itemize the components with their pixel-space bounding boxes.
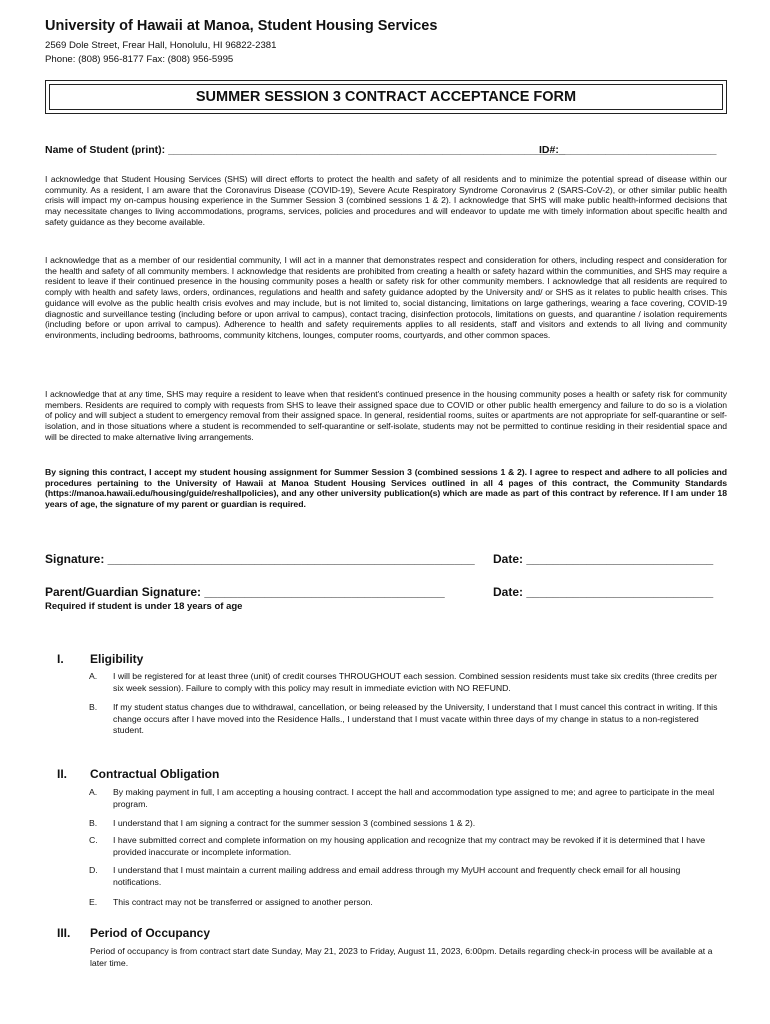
item-letter: A. bbox=[89, 787, 98, 797]
phone-fax: Phone: (808) 956-8177 Fax: (808) 956-5995 bbox=[45, 54, 234, 65]
item-letter: E. bbox=[89, 897, 98, 907]
section-number: II. bbox=[57, 767, 68, 781]
community-respect-paragraph: I acknowledge that as a member of our residential community, I will act in a manner that demonstrates respect and consideration for others, including respect and consideration for the health and safety of all community members. I acknowledge that residents are prohibited from creating a health or safety hazard within the communities, and SHS may require a resident to leave if their continued presence in the housing community poses a health or safety risk for other community members. I acknowledge that all residents are required to comply with health and safety laws, orders, ordinances, regulations and health and safety guidance adopted by the University and/ or SHS as it relates to public health crises. This guidance will evolve as the public health crisis evolves and may include, but is not limited to, social distancing, limitations on large gatherings, wearing a face covering, COVID-19 diagnostic and surveillance testing (including before or upon arrival to campus), contact tracing, disinfection protocols, limitations on guests, and quarantine / isolation requirements (including before or upon arrival to campus). Adherence to health and safety requirements applies to all residents, staff and visitors and extends to all living and community environments, including bedrooms, bathrooms, community kitchens, lounges, computer rooms, courtyards, and other common spaces. bbox=[45, 255, 727, 340]
contractual-item: I have submitted correct and complete information on my housing application and recognize that my contract may be revoked if it is determined that I have provided inaccurate or incomplete information. bbox=[113, 835, 706, 857]
parent-signature-line[interactable]: Parent/Guardian Signature: ____________________________________ bbox=[45, 585, 445, 599]
contact-info bbox=[45, 39, 276, 67]
parent-signature-note: Required if student is under 18 years of age bbox=[45, 601, 243, 612]
agreement-paragraph: By signing this contract, I accept my student housing assignment for Summer Session 3 (combined sessions 1 & 2). I agree to respect and adhere to all policies and procedures pertaining to the University of Hawaii at Manoa Student Housing Services outlined in all 4 pages of this contract, the Community Standards (https://manoa.hawaii.edu/housing/guide/reshallpolicies), and any other university publication(s) which are made as part of this contract by reference. If I am under 18 years of age, the signature of my parent or guardian is required. bbox=[45, 467, 727, 510]
contractual-item: This contract may not be transferred or assigned to another person. bbox=[113, 897, 373, 907]
item-letter: B. bbox=[89, 702, 98, 712]
eligibility-item: I will be registered for at least three (unit) of credit courses THROUGHOUT each session. Combined session residents must take six credits (three credits per six week session). Failure to comply with this policy may result in immediate eviction with NO REFUND. bbox=[113, 671, 718, 693]
removal-paragraph: I acknowledge that at any time, SHS may require a resident to leave when that resident's continued presence in the housing community poses a health or safety risk for community members. Residents are required to comply with requests from SHS to leave their assigned space due to COVID or other public health emergency and failure to do so is a violation of policy and will subject a student to emergency removal from their assigned space. In general, residential rooms, suites or apartments are not appropriate for self-quarantine or self-isolation, and in those situations where a student is recommended to self-quarantine or self-isolate, students may not be permitted to continue residing in their residential space and will be directed to make alternative living arrangements. bbox=[45, 389, 727, 442]
signature-line[interactable]: Signature: _______________________________________________________ bbox=[45, 552, 475, 566]
item-letter: D. bbox=[89, 865, 98, 875]
contractual-item: By making payment in full, I am accepting a housing contract. I accept the hall and accommodation type assigned to me; and agree to participate in the meal program. bbox=[113, 787, 715, 809]
form-title: SUMMER SESSION 3 CONTRACT ACCEPTANCE FORM bbox=[49, 84, 723, 110]
item-letter: C. bbox=[89, 835, 98, 845]
student-name-row bbox=[45, 144, 725, 156]
signature-date-line[interactable]: Date: ____________________________ bbox=[493, 552, 714, 566]
student-name-field[interactable]: Name of Student (print): ____________________________________________________________________ bbox=[45, 144, 566, 156]
form-title-box bbox=[45, 80, 727, 114]
occupancy-text: Period of occupancy is from contract start date Sunday, May 21, 2023 to Friday, August 11, 2023, 6:00pm. Details regarding check-in process will be available at a later time. bbox=[90, 946, 713, 968]
contractual-item: I understand that I must maintain a current mailing address and email address through my MyUH account and frequently check email for all housing notifications. bbox=[113, 865, 681, 887]
organization-name: University of Hawaii at Manoa, Student Housing Services bbox=[45, 18, 438, 34]
section-title-occupancy: Period of Occupancy bbox=[90, 926, 211, 940]
health-safety-paragraph: I acknowledge that Student Housing Services (SHS) will direct efforts to protect the health and safety of all residents and to minimize the potential spread of disease within our community. As a resident, I am aware that the Coronavirus Disease (COVID-19), Severe Acute Respiratory Syndrome Coronavirus 2 (SARS-CoV-2), or other similar public health crisis will impact my on-campus housing experience in the Summer Session 3 (combined sessions 1 & 2). I acknowledge that SHS will make public health-informed decisions that may necessitate changes to living accommodations, programs, services, policies and procedures and will endeavor to update me with timely information about specific health and safety guidance as they become available. bbox=[45, 174, 727, 227]
section-title-contractual: Contractual Obligation bbox=[90, 767, 220, 781]
item-letter: A. bbox=[89, 671, 98, 681]
section-title-eligibility: Eligibility bbox=[90, 652, 144, 666]
contractual-item: I understand that I am signing a contract for the summer session 3 (combined sessions 1 & 2). bbox=[113, 818, 476, 828]
section-number: III. bbox=[57, 926, 71, 940]
item-letter: B. bbox=[89, 818, 98, 828]
section-number: I. bbox=[57, 652, 64, 666]
address: 2569 Dole Street, Frear Hall, Honolulu, HI 96822-2381 bbox=[45, 40, 277, 51]
parent-date-line[interactable]: Date: ____________________________ bbox=[493, 585, 714, 599]
eligibility-item: If my student status changes due to withdrawal, cancellation, or being released by the University, I understand that I must cancel this contract in writing. If this change occurs after I have moved into the Residence Halls., I understand that I must vacate within three days of my change in status to a non-registered student. bbox=[113, 702, 718, 735]
student-id-field[interactable]: ID#:___________________________ bbox=[539, 144, 717, 156]
